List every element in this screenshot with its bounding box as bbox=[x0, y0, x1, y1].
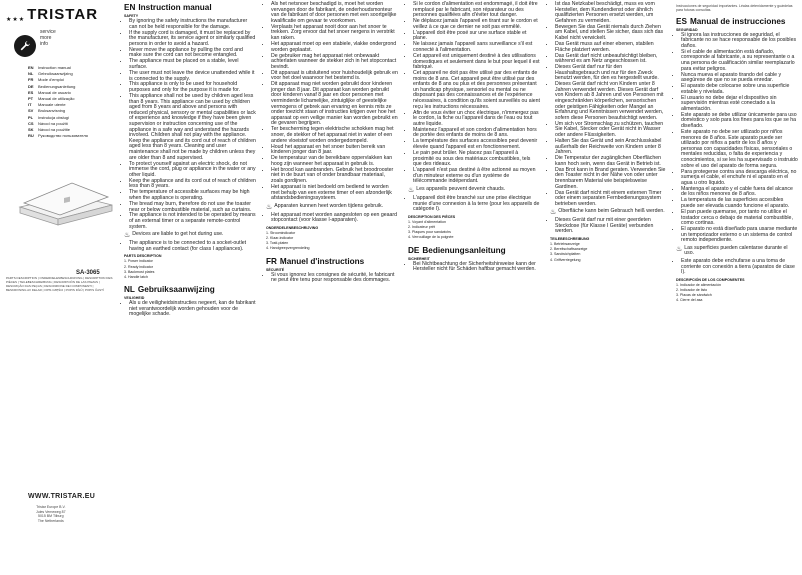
earth-note: • The appliance is to be connected to a socket-outlet having an earthed contact (for class I appliances). bbox=[124, 241, 256, 252]
list-item: • The appliance is not intended to be operated by means of an external timer or a separate remote-control system. bbox=[129, 213, 256, 230]
list-item: • Het brood kan aanbranden. Gebruik het broodrooster niet in de buurt van of onder brandbaar materiaal, zoals gordijnen. bbox=[271, 168, 398, 185]
parts-heading: DESCRIPTION DES PIÈCES bbox=[408, 214, 456, 219]
list-item: • Si vous ignorez les consignes de sécurité, le fabricant ne peut être tenu pour responsable des dommages. bbox=[271, 273, 398, 284]
safety-list bbox=[124, 19, 256, 230]
safety-heading-nl: VEILIGHEID bbox=[124, 296, 145, 301]
list-item: • Nunca mueva el aparato tirando del cable y asegúrese de que no se pueda enredar. bbox=[681, 73, 798, 84]
language-item: RU Руководство пользователя bbox=[28, 133, 88, 139]
safety-heading-de: SICHERHEIT bbox=[408, 256, 430, 261]
list-item: • Ist das Netzkabel beschädigt, muss es vom Hersteller, dem Kundendienst oder ähnlich qualifizierten Personen ersetzt werden, um Gefahren zu vermeiden. bbox=[555, 2, 667, 24]
list-item: • The bread may burn, therefore do not use the toaster near or below combustible material, such as curtains. bbox=[129, 202, 256, 213]
hot-surface-icon: ♨ bbox=[408, 186, 415, 194]
brand-sidebar bbox=[0, 0, 120, 575]
language-list bbox=[28, 65, 114, 139]
product-image bbox=[12, 167, 112, 227]
list-item: • By ignoring the safety instructions the manufacturer can not be held responsible for the damage. bbox=[129, 19, 256, 30]
safety-list-fr-cont bbox=[408, 2, 540, 185]
safety-heading-es: SEGURIDAD bbox=[676, 27, 698, 32]
english-section bbox=[120, 0, 260, 575]
parts-item: 1. Power indicator bbox=[124, 259, 153, 264]
parts-item: 3. Plaques pour sandwichs bbox=[408, 230, 451, 235]
list-item: • Keep the appliance and its cord out of reach of children less than 8 years. bbox=[129, 179, 256, 190]
list-item: • El aparato debe colocarse sobre una superficie estable y nivelada. bbox=[681, 84, 798, 95]
service-line-3: info bbox=[40, 41, 49, 47]
list-item: • Bei Nichtbeachtung der Sicherheitshinweise kann der Hersteller nicht für Schäden haftbar gemacht werden. bbox=[413, 262, 540, 273]
parts-item: 4. Handle latch bbox=[124, 275, 148, 280]
list-item: • Ter bescherming tegen elektrische schokken mag het snoer, de stekker of het apparaat niet in water of een andere vloeistof worden ondergedompeld. bbox=[271, 127, 398, 144]
dutch-section bbox=[262, 0, 402, 575]
parts-heading: DESCRIPCIÓN DE LOS COMPONENTES bbox=[676, 277, 745, 282]
list-item: • To protect yourself against an electric shock, do not immerse the cord, plug or appliance in the water or any other liquid. bbox=[129, 162, 256, 179]
list-item: • El aparato no está diseñado para usarse mediante un temporizador externo o un sistema de control remoto independiente. bbox=[681, 227, 798, 244]
hot-surface-note: ♨ Las superficies pueden calentarse durante el uso. bbox=[676, 244, 788, 257]
list-item: • Para protegerse contra una descarga eléctrica, no sumerja el cable, el enchufe ni el aparato en el agua u otro líquido. bbox=[681, 170, 798, 187]
website-link[interactable]: WWW.TRISTAR.EU bbox=[28, 493, 96, 500]
section-title-nl: NL Gebruiksaanwijzing bbox=[124, 285, 215, 295]
hot-surface-note: ♨ Les appareils peuvent devenir chauds. bbox=[408, 185, 506, 194]
parts-item: 1. Indicador de alimentación bbox=[676, 282, 721, 287]
language-item: SK Návod na použitie bbox=[28, 127, 71, 133]
list-item: • Ne déplacez jamais l'appareil en tirant sur le cordon et veillez à ce que ce dernier ne soit pas emmêlé. bbox=[413, 19, 540, 30]
list-item: • L'appareil n'est pas destiné à être actionné au moyen d'un minuteur externe ou d'un système de télécommande indépendant. bbox=[413, 168, 540, 185]
parts-heading: ONDERDELENBESCHRIJVING bbox=[266, 225, 319, 230]
list-item: • Das Brot kann in Brand geraten. Verwenden Sie den Toaster nicht in der Nähe von oder unter brennbarem Material wie beispielsweise Gardinen. bbox=[555, 168, 667, 190]
parts-item: 4. Griffverriegelung bbox=[550, 257, 581, 262]
brand-name: TRISTAR bbox=[27, 6, 99, 23]
hot-surface-note: ♨ Devices are liable to get hot during use. bbox=[124, 231, 224, 240]
list-item: • Die Temperatur der zugänglichen Oberflächen kann hoch sein, wenn das Gerät in Betrieb ist. bbox=[555, 156, 667, 167]
language-item: ES Manual de usuario bbox=[28, 89, 71, 95]
parts-item: 3. Sandwichplatten bbox=[550, 252, 581, 257]
parts-item: 4. Cierre del asa bbox=[676, 298, 703, 303]
language-item: SV Bruksanvisning bbox=[28, 108, 66, 114]
list-item: • Afin de vous éviter un choc électrique, n'immergez pas le cordon, la fiche ou l'appareil dans de l'eau ou tout autre liquide. bbox=[413, 111, 540, 128]
wrench-icon bbox=[14, 35, 36, 57]
list-item: • Cet appareil est uniquement destiné à des utilisations domestiques et seulement dans le but pour lequel il est fabriqué. bbox=[413, 54, 540, 71]
list-item: • Si el cable de alimentación está dañado, corresponde al fabricante, a su representante o a una persona de cualificación similar reemplazarlo para evitar peligros. bbox=[681, 50, 798, 72]
list-item: • Bewegen Sie das Gerät niemals durch Ziehen am Kabel, und stellen Sie sicher, dass sich das Kabel nicht verwickelt. bbox=[555, 25, 667, 42]
parts-item: 1. Stroomindicator bbox=[266, 230, 296, 235]
parts-heading: PARTS DESCRIPTION bbox=[124, 254, 162, 259]
list-item: • L'appareil doit être posé sur une surface stable et plane. bbox=[413, 31, 540, 42]
list-item: • Cet appareil ne doit pas être utilisé par des enfants de moins de 8 ans. Cet appareil peut être utilisé par des enfants de 8 ans ou plus et des personnes présentant un handicap physique, sensoriel ou mental ou ne disposant pas des connaissances et de l'expérience nécessaires, à condition qu'ils soient surveillés ou aient reçu les instructions nécessaires. bbox=[413, 71, 540, 110]
list-item: • Si le cordon d'alimentation est endommagé, il doit être remplacé par le fabricant, son réparateur ou des personnes qualifiées afin d'éviter tout danger. bbox=[413, 2, 540, 19]
safety-list-fr bbox=[266, 273, 398, 284]
brand-logo bbox=[6, 6, 114, 23]
parts-heading: TEILEBESCHREIBUNG bbox=[550, 237, 590, 242]
parts-item: 3. Backmost plates bbox=[124, 269, 155, 274]
safety-list-nl bbox=[124, 301, 256, 318]
list-item: • Ne laissez jamais l'appareil sans surveillance s'il est connecté à l'alimentation. bbox=[413, 42, 540, 53]
parts-item: 3. Placas de sándwich bbox=[676, 293, 712, 298]
french-section bbox=[404, 0, 544, 575]
list-item: • Si ignora las instrucciones de seguridad, el fabricante no se hace responsable de los posibles daños. bbox=[681, 33, 798, 50]
section-title-de: DE Bedienungsanleitung bbox=[408, 245, 506, 255]
list-item: • Dit apparaat mag niet worden gebruikt door kinderen jonger dan 8 jaar. Dit apparaat kan worden gebruikt door kinderen vanaf 8 jaar en door personen met verminderde lichamelijke, zintuiglijke of geestelijke vermogens of gebrek aan ervaring en kennis mits ze onder toezicht staan of instructies krijgen over hoe het apparaat op een veilige manier kan worden gebruikt en de gevaren begrijpen. bbox=[271, 82, 398, 127]
list-item: • El pan puede quemarse, por tanto no utilice el tostador cerca o debajo de material combustible, como cortinas. bbox=[681, 210, 798, 227]
section-title-es: ES Manual de instrucciones bbox=[676, 16, 786, 26]
list-item: • Verplaats het apparaat nooit door aan het snoer te trekken. Zorg ervoor dat het snoer nergens in verstrikt kan raken. bbox=[271, 25, 398, 42]
hot-surface-icon: ♨ bbox=[266, 203, 273, 211]
list-item: • Das Gerät darf nicht unbeaufsichtigt bleiben, während es am Netz angeschlossen ist. bbox=[555, 54, 667, 65]
list-item: • Het apparaat moet op een stabiele, vlakke ondergrond worden geplaatst. bbox=[271, 42, 398, 53]
parts-item: 3. Tosti-platen bbox=[266, 241, 289, 246]
hot-surface-icon: ♨ bbox=[124, 232, 131, 240]
list-item: • La température des surfaces accessibles peut devenir élevée quand l'appareil est en fonctionnement. bbox=[413, 139, 540, 150]
model-number: SA-3065 bbox=[76, 270, 100, 276]
list-item: • Als het netsnoer beschadigd is, moet het worden vervangen door de fabrikant, de onderhoudsmonteur van de fabrikant of door personen met een soortgelijke kwalificatie om gevaar te voorkomen. bbox=[271, 2, 398, 24]
logo-stars: ★★★ bbox=[6, 17, 26, 23]
spanish-section bbox=[672, 0, 802, 575]
list-item: • Este aparato se debe utilizar únicamente para uso doméstico y solo para los fines para los que se ha diseñado. bbox=[681, 113, 798, 130]
service-line-2: more bbox=[40, 35, 52, 41]
list-item: • Houd het apparaat en het snoer buiten bereik van kinderen jonger dan 8 jaar. bbox=[271, 145, 398, 156]
list-item: • Dieses Gerät darf nur für den Haushaltsgebrauch und nur für den Zweck benutzt werden, für den es hergestellt wurde. bbox=[555, 65, 667, 82]
parts-translations: PARTS DESCRIPTION | ONDERDELENBESCHRIJVING | DESCRIPTION DES PIÈCES | TEILEBESCHREIBUNG | DESCRIPCIÓN DE LAS PIEZAS | DESCRIÇÃO DAS PEÇAS | DESCRIZIONE DEI COMPONENTI | BESKRIVNING AV DELAR | OPIS CZĘŚCI | POPIS DÍLŮ | POPIS ČASTÍ bbox=[6, 276, 113, 292]
parts-item: 4. Handgreepvergrendeling bbox=[266, 246, 310, 251]
list-item: • Le pain peut brûler. Ne placez pas l'appareil à proximité ou sous des matériaux combustibles, tels que des rideaux. bbox=[413, 151, 540, 168]
earth-note: • Het apparaat moet worden aangesloten op een geaard stopcontact (voor klasse I-apparaten). bbox=[266, 213, 398, 224]
company-address: Tristar Europe B.V. Jules Verneweg 87 5015 BM Tilburg The Netherlands bbox=[36, 505, 66, 523]
hot-surface-note: ♨ Oberfläche kann beim Gebrauch heiß werden. bbox=[550, 208, 665, 217]
top-note: Instrucciones de seguridad importantes. Léalas detenidamente y guárdelas para futuras consultas. bbox=[676, 4, 793, 13]
parts-item: 2. Indicateur prêt bbox=[408, 224, 435, 229]
list-item: • De temperatuur van de bereikbare oppervlakken kan hoog zijn wanneer het apparaat in gebruik is. bbox=[271, 156, 398, 167]
language-item: NL Gebruiksaanwijzing bbox=[28, 71, 73, 77]
list-item: • The temperature of accessible surfaces may be high when the appliance is operating. bbox=[129, 190, 256, 201]
parts-item: 1. Betriebsanzeige bbox=[550, 242, 580, 247]
list-item: • Maintenez l'appareil et son cordon d'alimentation hors de portée des enfants de moins de 8 ans. bbox=[413, 128, 540, 139]
german-section bbox=[546, 0, 671, 575]
list-item: • Never move the appliance by pulling the cord and make sure the cord can not become entangled. bbox=[129, 48, 256, 59]
list-item: • La temperatura de las superficies accesibles puede ser elevada cuando funcione el aparato. bbox=[681, 198, 798, 209]
earth-note: • Este aparato debe enchufarse a una toma de corriente con conexión a tierra (aparatos de clase I). bbox=[676, 259, 798, 276]
safety-list-nl-cont bbox=[266, 2, 398, 202]
language-item: FR Mode d'emploi bbox=[28, 77, 64, 83]
service-badge bbox=[6, 29, 114, 57]
language-item: CS Návod na použití bbox=[28, 120, 69, 126]
list-item: • This appliance is only to be used for household purposes and only for the purpose it is made for. bbox=[129, 82, 256, 93]
list-item: • Als u de veiligheidsinstructies negeert, kan de fabrikant niet verantwoordelijk worden gehouden voor de mogelijke schade. bbox=[129, 301, 256, 318]
language-item: EN Instruction manual bbox=[28, 65, 71, 70]
service-text bbox=[40, 29, 56, 47]
list-item: • The appliance must be placed on a stable, level surface. bbox=[129, 59, 256, 70]
list-item: • Este aparato no debe ser utilizado por niños menores de 8 años. Este aparato puede ser utilizado por niños a partir de los 8 años y personas con capacidades físicas, sensoriales o mentales reducidas, o falta de experiencia y conocimientos, si se les ha supervisado o instruido sobre el uso del aparato de forma segura. bbox=[681, 130, 798, 169]
list-item: • Dieses Gerät darf nicht von Kindern unter 8 Jahren verwendet werden. Dieses Gerät darf von Kindern ab 8 Jahren und von Personen mit eingeschränkten körperlichen, sensorischen oder geistigen Fähigkeiten oder Mangel an Erfahrung und Kenntnissen verwendet werden, sofern diese Personen beaufsichtigt werden. bbox=[555, 82, 667, 121]
list-item: • Um sich vor Stromschlag zu schützen, tauchen Sie Kabel, Stecker oder Gerät nicht in Wasser oder andere Flüssigkeiten. bbox=[555, 122, 667, 139]
parts-item: 2. Indicador de listo bbox=[676, 288, 708, 293]
list-item: • This appliance shall not be used by children aged less than 8 years. This appliance can be used by children aged from 8 years and above and persons with reduced physical, sensory or mental capabilities or lack of experience and knowledge if they have been given supervision or instruction concerning use of the appliance in a safe way and understand the hazards involved. Children shall not play with the appliance. Keep the appliance and its cord out of reach of children aged less than 8 years. Cleaning and user maintenance shall not be made by children unless they are older than 8 and supervised. bbox=[129, 94, 256, 161]
safety-heading-fr: SÉCURITÉ bbox=[266, 267, 285, 272]
language-item: PL Instrukcja obsługi bbox=[28, 114, 69, 120]
safety-list-es bbox=[676, 33, 798, 244]
list-item: • El usuario no debe dejar el dispositivo sin supervisión mientras esté conectado a la alimentación. bbox=[681, 96, 798, 113]
parts-item: 2. Bereitschaftsanzeige bbox=[550, 247, 588, 252]
list-item: • Dit apparaat is uitsluitend voor huishoudelijk gebruik en voor het doel waarvoor het bestemd is. bbox=[271, 71, 398, 82]
hot-surface-icon: ♨ bbox=[676, 245, 683, 253]
safety-heading: SAFETY bbox=[124, 14, 139, 18]
parts-item: 4. Verrouillage de la poignée bbox=[408, 235, 454, 240]
list-item: • De gebruiker mag het apparaat niet onbewaakt achterlaten wanneer de stekker zich in het stopcontact bevindt. bbox=[271, 54, 398, 71]
section-title: EN Instruction manual bbox=[124, 3, 212, 12]
list-item: • The user must not leave the device unattended while it is connected to the supply. bbox=[129, 71, 256, 82]
list-item: • Mantenga el aparato y el cable fuera del alcance de los niños menores de 8 años. bbox=[681, 187, 798, 198]
list-item: • Das Gerät muss auf einer ebenen, stabilen Fläche platziert werden. bbox=[555, 42, 667, 53]
list-item: • Das Gerät darf nicht mit einem externen Timer oder einem separaten Fernbedienungssystem betrieben werden. bbox=[555, 191, 667, 208]
hot-surface-note: ♨ Apparaten kunnen heet worden tijdens gebruik. bbox=[266, 202, 384, 211]
section-title-fr: FR Manuel d'instructions bbox=[266, 256, 365, 266]
earth-note: • L'appareil doit être branché sur une prise électrique munie d'une connexion à la terre (pour les appareils de catégorie I). bbox=[408, 196, 540, 213]
safety-list-de bbox=[408, 262, 540, 273]
service-line-1: service bbox=[40, 29, 56, 35]
earth-note: • Dieses Gerät darf nur mit einer geerdeten Steckdose (für Klasse I Geräte) verbunden werden. bbox=[550, 218, 667, 235]
parts-item: 2. Klaar-indicator bbox=[266, 236, 294, 241]
parts-item: 1. Voyant d'alimentation bbox=[408, 219, 447, 224]
safety-list-de-cont bbox=[550, 2, 667, 207]
language-item: PT Manual de utilização bbox=[28, 96, 75, 102]
list-item: • Het apparaat is niet bedoeld om bediend te worden met behulp van een externe timer of een afzonderlijk afstandsbedieningssysteem. bbox=[271, 185, 398, 202]
list-item: • If the supply cord is damaged, it must be replaced by the manufacturer, its service agent or similarly qualified persons in order to avoid a hazard. bbox=[129, 31, 256, 48]
language-item: IT Manuale utente bbox=[28, 102, 66, 108]
hot-surface-icon: ♨ bbox=[550, 209, 557, 217]
list-item: • Halten Sie das Gerät und sein Anschlusskabel außerhalb der Reichweite von Kindern unter 8 Jahren. bbox=[555, 139, 667, 156]
language-item: DE Bedienungsanleitung bbox=[28, 83, 76, 89]
parts-item: 2. Ready indicator bbox=[124, 264, 153, 269]
